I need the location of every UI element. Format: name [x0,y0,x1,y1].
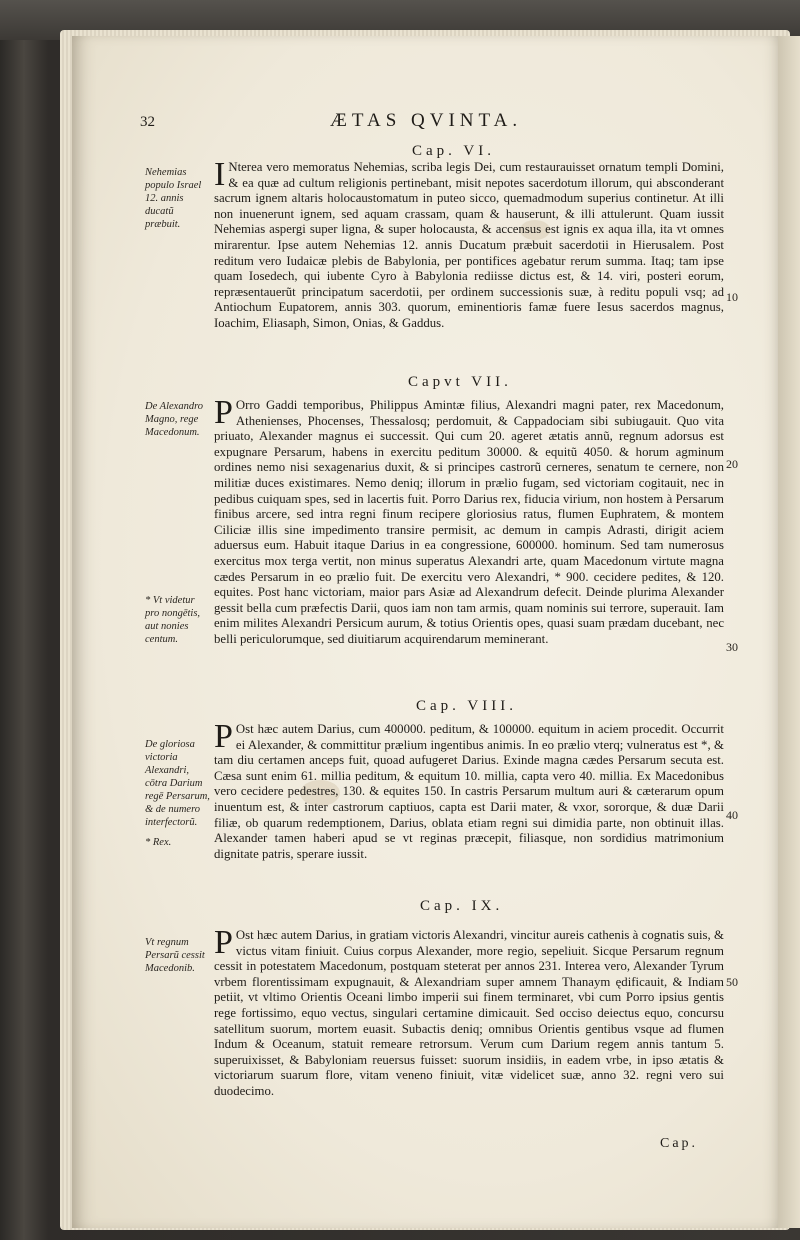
chapter-body [214,394,724,648]
chapter-text: Ost hæc autem Darius, in gratiam victoris Alexandri, vincitur aureis cathenis à cognatis suis, & victus vitam finiuit. Cuius corpus Alexander, more regio, sepeliuit. Sicque Persarum regnum cessit in potestatem Macedonum, postquam steterat per annos 231. Interea vero, Alexander Tyrum vrbem florentissimam expugnauit, & Alexandriam super amnem Thanaym ędificauit, & Indiam petiit, vt vltimo Orientis Oceani limbo imperii sui finem terminaret, vbi cum Porro ipsius gentis rege fortissimo, equo vectus, singulari certamine dimicauit. Sed occiso deiectus equo, concursu satellitum suorum, mortem euasit. Subactis deniq; omnibus Orientis gentibus vsque ad flumen Indum & Oceanum, statuit remeare retrorsum. Verum cum Darium regem annis tantum 5. superuixisset, & Babyloniam reuersus fuisset: suorum insidiis, in eadem vrbe, in ipso ætatis & victoriarum suarum flore, vitam veneno finiuit, vitæ videlicet suæ, anno 32. regni vero sui duodecimo. [214,928,724,1098]
line-number: 30 [726,640,738,654]
margin-note: De Alexandro Magno, rege Macedonum. [145,401,204,438]
chapter-body [214,156,724,332]
chapter-heading: Cap. IX. [420,898,504,914]
chapter-body [214,718,724,862]
margin-note: De gloriosa victoria Alexandri, cōtra Darium regē Persarum, & de numero interfectorũ. [145,739,210,828]
drop-cap: P [214,718,233,755]
line-number: 10 [726,290,738,304]
chapter-text: Nterea vero memoratus Nehemias, scriba legis Dei, cum restaurauisset ornatum templi Domini, & ea quæ ad cultum religionis pertinebant, misit nepotes sacerdotum illorum, qui absconderant sacrum ignem altaris holocaustomatum in puteo sicco, quemadmodum superius continetur. At illi non inuenerunt ignem, sed aquam crassam, quam & hauserunt, & illi attulerunt. Quam iussit Nehemias aspergi super ligna, & super holocausta, & accensus est ignis ex aqua illa, ita vt omnes mirarentur. Ipse autem Nehemias 12. annis Ducatum præbuit sacerdotii in Hierusalem. Post reditum vero Iudaicæ plebis de Babylonia, per pontifices agebatur rerum summa. Itaq; tam ipse quam Iosedech, qui iubente Cyro à Babylonia rediisse dictus est, & 14. viri, posteri eorum, repræsentauerũt principatum sacerdotii, per ordinem successionis suæ, à reditu populi vsq; ad Antiochum Eupatorem, annis 303. quorum, eminentioris famæ fuere Iesus sacerdos magnus, Ioachim, Eliasaph, Simon, Onias, & Gaddus. [214,160,724,330]
running-title: ÆTAS QVINTA. [330,110,523,131]
chapter-heading: Cap. VI. [412,143,495,159]
right-leaf-edge [778,36,800,1228]
line-number: 50 [726,975,738,989]
line-number: 20 [726,457,738,471]
margin-note: Vt regnum Persarũ cessit Macedonib. [145,937,205,974]
margin-note-footnote: * Vt videtur pro nongētis, aut nonies centum. [145,595,201,645]
catchword: Cap. [660,1136,699,1151]
margin-note: Nehemias populo Israel 12. annis ducatũ præbuit. [145,167,202,230]
drop-cap: P [214,394,233,431]
chapter-heading: Cap. VIII. [416,698,517,714]
drop-cap: P [214,924,233,961]
chapter-text: Ost hæc autem Darius, cum 400000. peditum, & 100000. equitum in aciem procedit. Occurrit ei Alexander, & committitur prælium ingentibus animis. In eo prælio vterq; vulneratus est *, & tam diu certamen anceps fuit, quoad aufugeret Darius. Exinde magna cædes Persarum secuta est. Cæsa sunt enim 61. millia peditum, & equitum 10. millia, capta vero 40. millia. Ex Macedonibus vero cecidere pedestres, 130. & equites 150. In castris Persarum multum auri & cæterarum opum inuentum est, & inter castrorum captiuos, capta est Darii mater, & vxor, sororque, & duæ Darii filiæ, ob quarum redemptionem, Darius, oblata etiam regni sui dimidia parte, non obtinuit illas. Alexander tamen haberi apud se vt reginas præcepit, filiasque, non sordidius matrimonium dignitate patris, sperare iussit. [214,722,724,861]
drop-cap: I [214,156,226,193]
page-number: 32 [140,114,155,130]
chapter-text: Orro Gaddi temporibus, Philippus Amintæ filius, Alexandri magni pater, rex Macedonum, Athenienses, Phocenses, Thessalosq; perdomuit, & Cappadociam sibi subiugauit. Quo vita priuato, Alexander magnus ei successit. Qui cum 20. ageret ætatis annũ, regnum adorsus est expugnare Persarum, habens in exercitu peditum 30000. & equitũ 4050. & horum agminum ordines nemo nisi sexagenarius duxit, & si principes castrorũ cerneres, senatum te cernere, non militiæ duces existimares. Nemo deniq; illorum in prælio fugam, sed victoriam cogitauit, nec in pedibus cuiquam spes, sed in lacertis fuit. Porro Darius rex, fiducia virium, non hostem à Persarum finibus arcere, sed intra regni finum recipere gloriosius ratus, flumen Euphratem, & montem Ciliciæ illis sine impedimento transire permisit, ac demum in campis Adrasti, dirigit aciem aduersus eum. Habuit itaque Darius in ea congressione, 600000. hominum. Sed tam numerosus exercitus mox terga vertit, non minus superatus Alexandri arte, quam Macedonum virtute magna cædes Persarum in eo prælio fuit. De exercitu vero Alexandri, * 900. cecidere pedites, & 120. equites. Post hanc victoriam, maior pars Asiæ ad Alexandrum defecit. Deinde plurima Alexander gessit bella cum præfectis Darii, quos iam non tam armis, quam nominis sui terrore, superauit. Iam enim milites Alexandri Persicum aurum, & totius Orientis opes, quasi suam prædam ducebant, nec belli periculorumque, sed diuitiarum acquirendarum meminerant. [214,398,724,646]
margin-note-footnote: * Rex. [145,837,172,848]
line-number: 40 [726,808,738,822]
chapter-body [214,924,724,1100]
chapter-heading: Capvt VII. [408,374,512,390]
